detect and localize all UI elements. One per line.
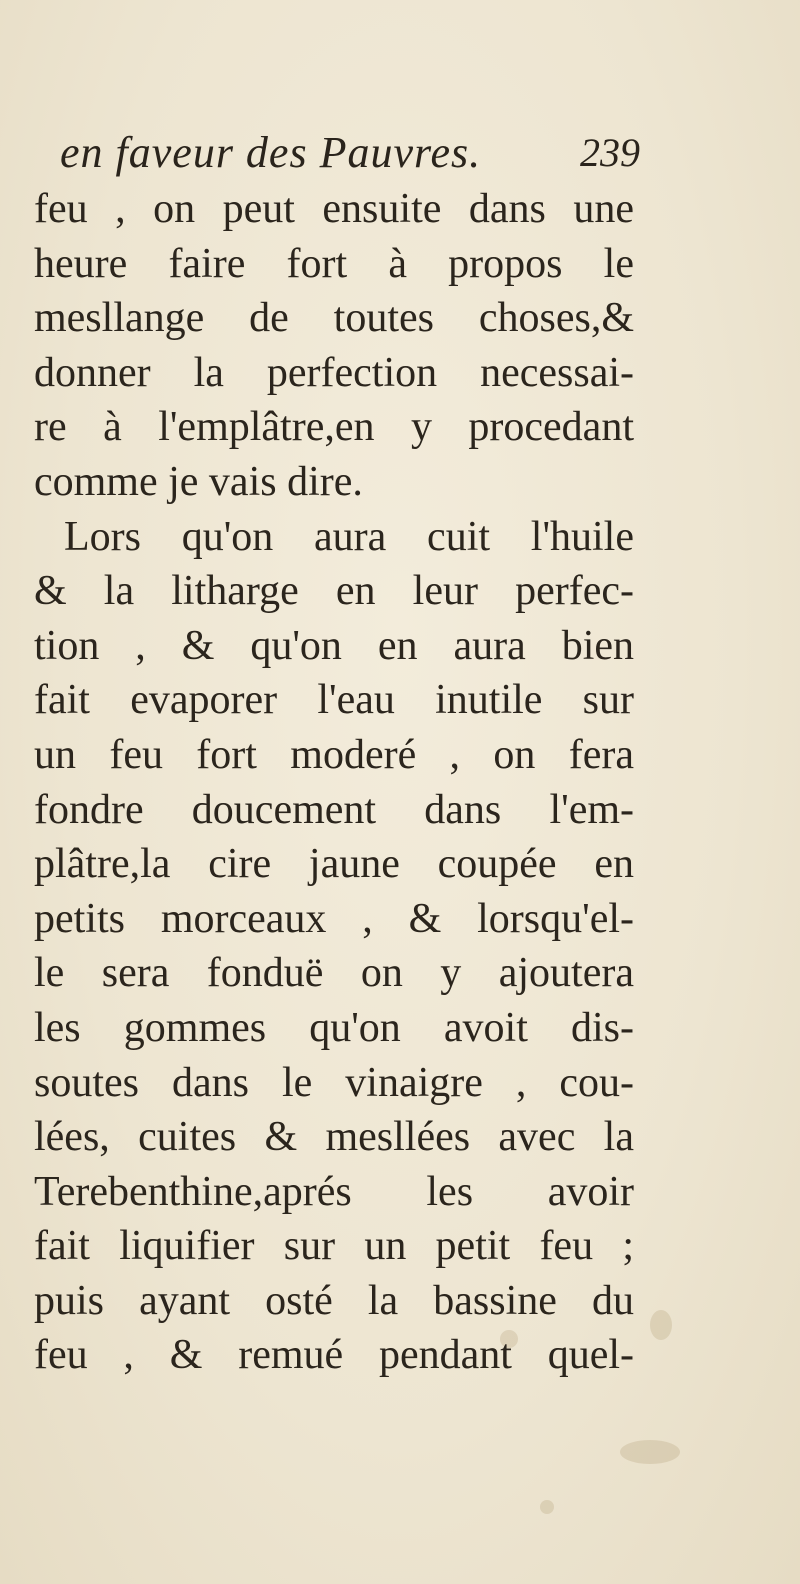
body-text xyxy=(34,182,634,1383)
text-line: comme je vais dire. xyxy=(34,458,363,505)
running-title: en faveur des Pauvres. xyxy=(60,128,482,177)
text-line: plâtre,la cire jaune coupée en xyxy=(34,841,634,888)
text-line: donner la perfection necessai- xyxy=(34,349,634,396)
text-line: fait evaporer l'eau inutile sur xyxy=(34,677,634,724)
text-line: fait liquifier sur un petit feu ; xyxy=(34,1223,634,1270)
running-header xyxy=(60,125,640,181)
text-line: feu , & remué pendant quel- xyxy=(34,1332,634,1379)
text-line: tion , & qu'on en aura bien xyxy=(34,622,634,669)
text-line: & la litharge en leur perfec- xyxy=(34,568,634,615)
text-line: mesllange de toutes choses,& xyxy=(34,295,634,342)
text-line: lées, cuites & mesllées avec la xyxy=(34,1114,634,1161)
text-line: re à l'emplâtre,en y procedant xyxy=(34,404,634,451)
page-number: 239 xyxy=(580,130,640,175)
text-line: Lors qu'on aura cuit l'huile xyxy=(64,513,634,560)
text-line: un feu fort moderé , on fera xyxy=(34,731,634,778)
text-line: heure faire fort à propos le xyxy=(34,240,634,287)
paper-stain xyxy=(540,1500,554,1514)
paper-stain xyxy=(650,1310,672,1340)
text-line: petits morceaux , & lorsqu'el- xyxy=(34,895,634,942)
text-line: feu , on peut ensuite dans une xyxy=(34,186,634,232)
text-line: le sera fonduë on y ajoutera xyxy=(34,950,634,997)
text-line: les gommes qu'on avoit dis- xyxy=(34,1004,634,1051)
text-line: Terebenthine,aprés les avoir xyxy=(34,1168,634,1215)
text-line: soutes dans le vinaigre , cou- xyxy=(34,1059,634,1106)
text-line: puis ayant osté la bassine du xyxy=(34,1277,634,1324)
paper-stain xyxy=(620,1440,680,1464)
text-line: fondre doucement dans l'em- xyxy=(34,786,634,833)
